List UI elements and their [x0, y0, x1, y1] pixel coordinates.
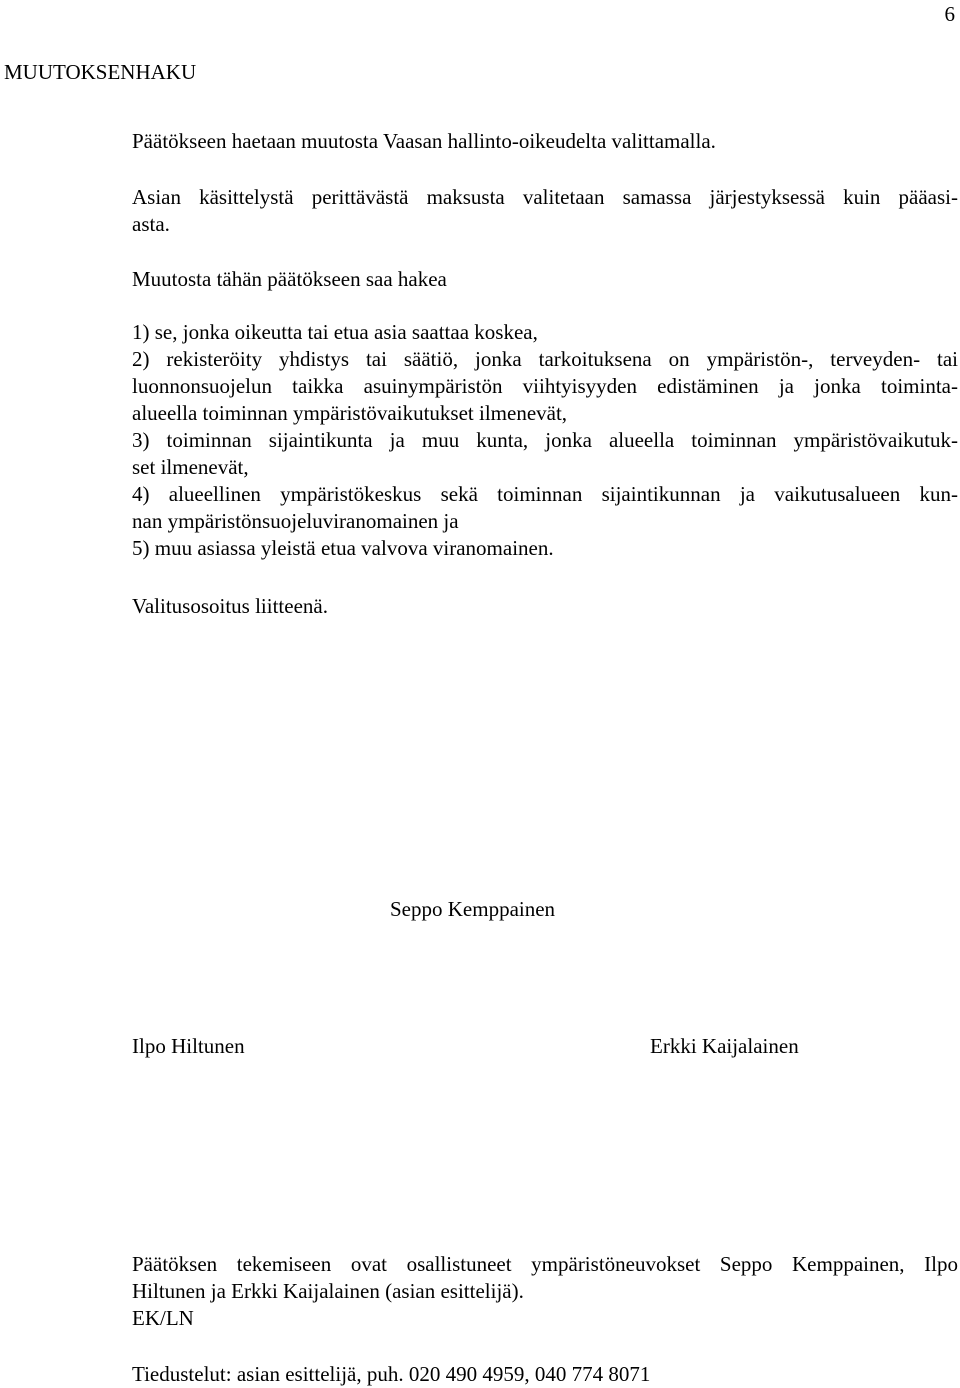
list-item-4-line-1: 4) alueellinen ympäristökeskus sekä toiminnan sijaintikunnan ja vaikutusalueen kun- — [132, 482, 958, 506]
signature-member-2: Erkki Kaijalainen — [650, 1034, 799, 1058]
signature-member-1: Ilpo Hiltunen — [132, 1034, 245, 1058]
contact-info: Tiedustelut: asian esittelijä, puh. 020 490 4959, 040 774 8071 — [132, 1362, 651, 1386]
fee-paragraph — [132, 184, 958, 238]
list-item-2-line-1: 2) rekisteröity yhdistys tai säätiö, jonka tarkoituksena on ympäristön-, terveyden- tai — [132, 347, 958, 371]
participants-line-2: Hiltunen ja Erkki Kaijalainen (asian esittelijä). — [132, 1279, 524, 1303]
section-heading: MUUTOKSENHAKU — [4, 60, 197, 84]
fee-line-2: asta. — [132, 212, 170, 236]
initials: EK/LN — [132, 1306, 194, 1330]
signature-chair: Seppo Kemppainen — [390, 897, 556, 921]
participants-note — [132, 1251, 958, 1332]
attachment-note: Valitusosoitus liitteenä. — [132, 594, 328, 618]
list-item-5: 5) muu asiassa yleistä etua valvova viranomainen. — [132, 536, 554, 560]
appeal-paragraph: Päätökseen haetaan muutosta Vaasan hallinto-oikeudelta valittamalla. — [132, 129, 716, 153]
list-item-2-line-2: luonnonsuojelun taikka asuinympäristön viihtyisyyden edistäminen ja jonka toiminta- — [132, 374, 958, 398]
list-item-2-line-3: alueella toiminnan ympäristövaikutukset ilmenevät, — [132, 401, 568, 425]
list-item-3-line-1: 3) toiminnan sijaintikunta ja muu kunta, jonka alueella toiminnan ympäristövaikutuk- — [132, 428, 958, 452]
appeal-rights-intro: Muutosta tähän päätökseen saa hakea — [132, 267, 447, 291]
list-item-3-line-2: set ilmenevät, — [132, 455, 249, 479]
fee-line-1: Asian käsittelystä perittävästä maksusta valitetaan samassa järjestyksessä kuin pääasi- — [132, 185, 958, 209]
appellant-list — [132, 319, 958, 562]
page-number: 6 — [944, 2, 955, 26]
list-item-4-line-2: nan ympäristönsuojeluviranomainen ja — [132, 509, 459, 533]
list-item-1: 1) se, jonka oikeutta tai etua asia saattaa koskea, — [132, 320, 538, 344]
participants-line-1: Päätöksen tekemiseen ovat osallistuneet ympäristöneuvokset Seppo Kemppainen, Ilpo — [132, 1252, 958, 1276]
